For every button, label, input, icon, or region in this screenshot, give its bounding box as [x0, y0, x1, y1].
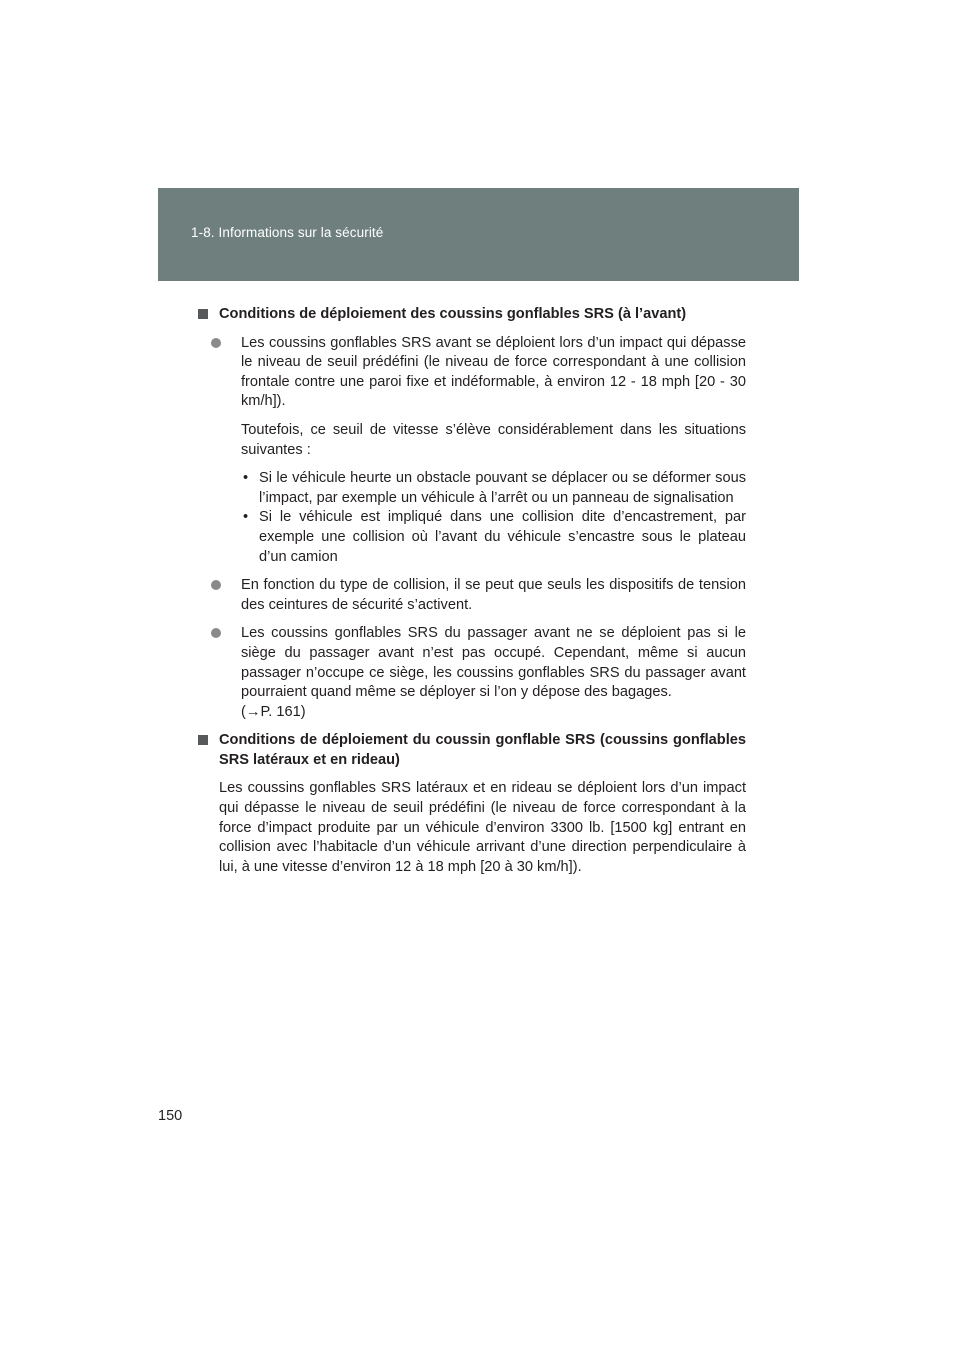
dot-bullet-icon: • [243, 470, 249, 487]
page-content [196, 305, 746, 886]
list-item: En fonction du type de collision, il se peut que seuls les dispositifs de tension des ceintures de sécurité s’activent. [196, 576, 746, 615]
section-header [158, 188, 799, 281]
square-bullet-icon [198, 735, 208, 745]
circle-bullet-icon [211, 338, 221, 348]
section-heading-side: Conditions de déploiement du coussin gonflable SRS (coussins gonflables SRS latéraux et en rideau) [196, 731, 746, 770]
paragraph: Toutefois, ce seuil de vitesse s’élève considérablement dans les situations suivantes : [241, 421, 746, 458]
paragraph: Les coussins gonflables SRS latéraux et en rideau se déploient lors d’un impact qui dépasse le niveau de seuil prédéfini (le niveau de force correspondant à la force d’impact produite par un véhicule d’environ 3300 lb. [1500 kg] entrant en collision avec l’habitacle d’un véhicule arrivant d’une direction perpendiculaire à lui, à une vitesse d’environ 12 à 18 mph [20 à 30 km/h]). [219, 780, 746, 875]
dot-bullet-icon: • [243, 509, 249, 526]
sub-list-item: • Si le véhicule heurte un obstacle pouvant se déplacer ou se déformer sous l’impact, par exemple un véhicule à l’arrêt ou un panneau de signalisation [243, 470, 746, 506]
section-heading-front: Conditions de déploiement des coussins gonflables SRS (à l’avant) [196, 305, 746, 325]
sub-list [196, 469, 746, 567]
list-item: Les coussins gonflables SRS avant se déploient lors d’un impact qui dépasse le niveau de seuil prédéfini (le niveau de force correspondant à une collision frontale contre une paroi fixe et indéformable, à environ 12 - 18 mph [20 - 30 km/h]). [196, 334, 746, 412]
page-reference-link[interactable]: (→P. 161) [241, 703, 306, 720]
square-bullet-icon [198, 309, 208, 319]
page-number: 150 [158, 1108, 183, 1124]
list-item: Les coussins gonflables SRS du passager avant ne se déploient pas si le siège du passager avant n’est pas occupé. Cependant, même si aucun passager n’occupe ce siège, les coussins gonflables SRS du passager avant pourraient quand même se déployer si l’on y dépose des bagages. (→P. 161) [196, 624, 746, 722]
sub-list-item: • Si le véhicule est impliqué dans une collision dite d’encastrement, par exemple une collision où l’avant du véhicule s’encastre sous le plateau d’un camion [243, 509, 746, 565]
section-title-header: 1-8. Informations sur la sécurité [191, 225, 384, 240]
